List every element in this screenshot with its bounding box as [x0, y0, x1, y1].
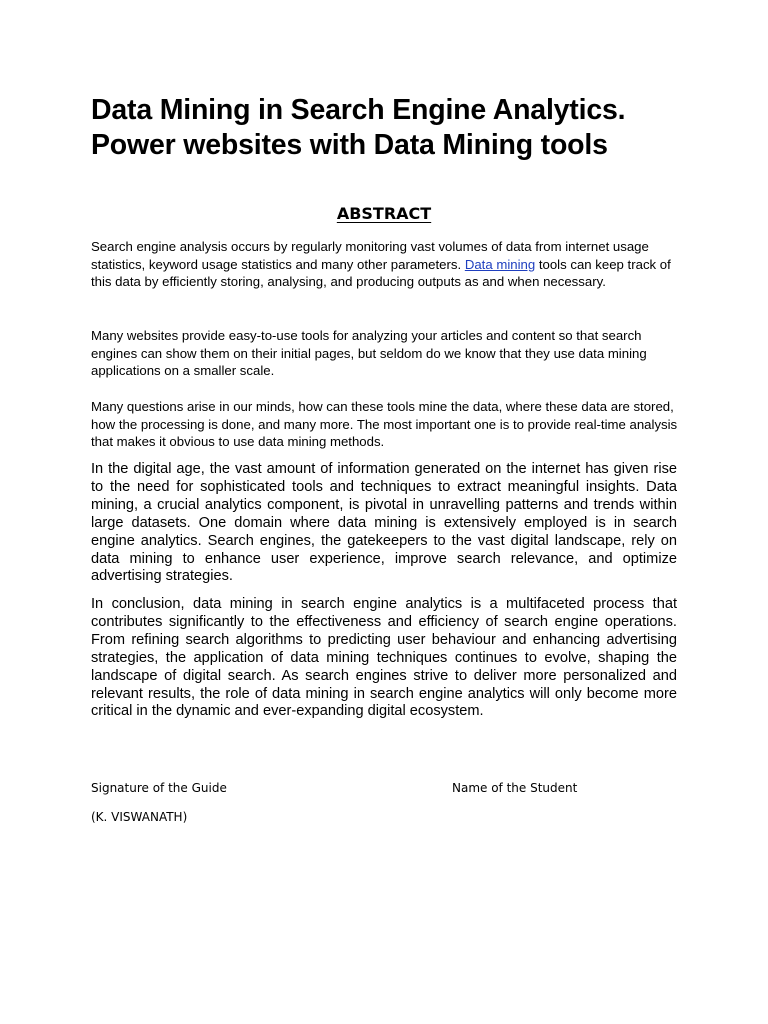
guide-signature-label: Signature of the Guide: [91, 781, 227, 795]
paragraph-1-text-end: tools can keep track of this data by efficiently storing, analysing, and producing outputs as and when necessary.: [91, 256, 671, 289]
abstract-heading: ABSTRACT: [336, 204, 432, 223]
abstract-paragraph-2: Many websites provide easy-to-use tools for analyzing your articles and content so that search engines can show them on their initial pages, but seldom do we know that they use data mining applications on a smaller scale.: [91, 328, 647, 378]
guide-name: (K. VISWANATH): [91, 810, 188, 824]
paragraph-1-text-start: Search engine analysis occurs by regularly monitoring vast volumes of data from internet usage statistics, keyword usage statistics and many other parameters.: [91, 239, 649, 272]
data-mining-link[interactable]: Data mining: [464, 256, 536, 272]
title-line-1: Data Mining in Search Engine Analytics.: [91, 94, 626, 126]
document-title: [91, 93, 711, 163]
body-paragraph-intro: In the digital age, the vast amount of information generated on the internet has given rise to the need for sophisticated tools and techniques to extract meaningful insights. Data mining, a crucial analytics component, is pivotal in unravelling patterns and trends within large datasets. One domain where data mining is extensively employed is in search engine analytics. Search engines, the gatekeepers to the vast digital landscape, rely on data mining to enhance user experience, improve search relevance, and optimize advertising strategies.: [91, 461, 677, 585]
title-line-2: Power websites with Data Mining tools: [91, 129, 608, 161]
body-paragraph-conclusion: In conclusion, data mining in search engine analytics is a multifaceted process that contributes significantly to the effectiveness and efficiency of search engine operations. From refining search algorithms to predicting user behaviour and enhancing advertising strategies, the application of data mining techniques continues to evolve, shaping the landscape of digital search. As search engines strive to deliver more personalized and relevant results, the role of data mining in search engine analytics will only become more critical in the dynamic and ever-expanding digital ecosystem.: [91, 596, 677, 720]
abstract-paragraph-1: [91, 238, 681, 291]
student-name-label: Name of the Student: [452, 781, 578, 795]
abstract-paragraph-3: Many questions arise in our minds, how can these tools mine the data, where these data are stored, how the processing is done, and many more. The most important one is to provide real-time analysis that makes it obvious to use data mining methods.: [91, 399, 678, 449]
